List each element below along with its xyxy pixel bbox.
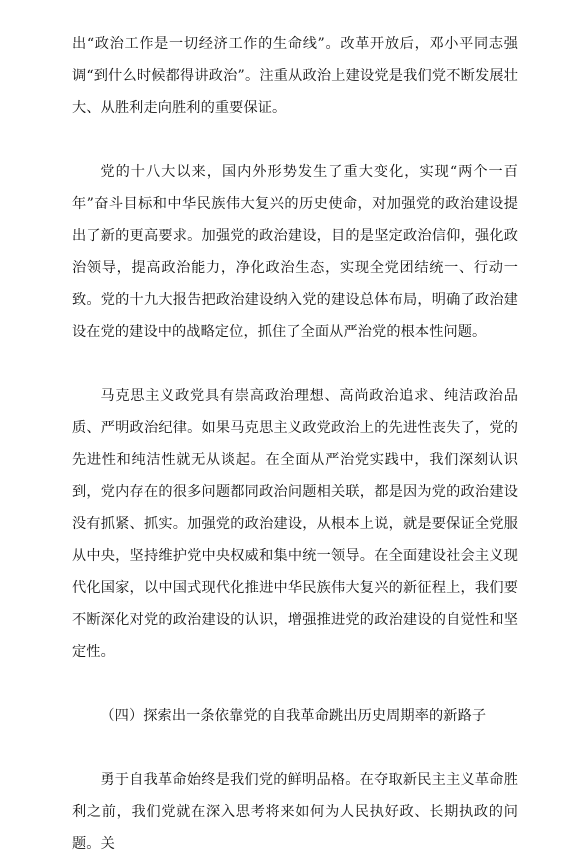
paragraph-gap [72,348,518,380]
paragraph-3: 马克思主义政党具有崇高政治理想、高尚政治追求、纯洁政治品质、严明政治纪律。如果马克思主义政党政治上的先进性丧失了，党的先进性和纯洁性就无从谈起。在全面从严治党实践中，我们深刻认识到，党内存在的很多问题都同政治问题相关联，都是因为党的政治建设没有抓紧、抓实。加强党的政治建设，从根本上说，就是要保证全党服从中央，坚持维护党中央权威和集中统一领导。在全面建设社会主义现代化国家，以中国式现代化推进中华民族伟大复兴的新征程上，我们要不断深化对党的政治建设的认识，增强推进党的政治建设的自觉性和坚定性。 [72,388,518,660]
document-page [72,28,518,860]
section-heading: （四）探索出一条依靠党的自我革命跳出历史周期率的新路子 [100,708,487,724]
paragraph-2: 党的十八大以来，国内外形势发生了重大变化，实现“两个一百年”奋斗目标和中华民族伟大复兴的历史使命，对加强党的政治建设提出了新的更高要求。加强党的政治建设，目的是坚定政治信仰，强化政治领导，提高政治能力，净化政治生态，实现全党团结统一、行动一致。党的十九大报告把政治建设纳入党的建设总体布局，明确了政治建设在党的建设中的战略定位，抓住了全面从严治党的根本性问题。 [72,164,518,340]
paragraph-1: 出“政治工作是一切经济工作的生命线”。改革开放后，邓小平同志强调“到什么时候都得讲政治”。注重从政治上建设党是我们党不断发展壮大、从胜利走向胜利的重要保证。 [72,36,518,116]
paragraph-gap [72,124,518,156]
paragraph-gap [72,732,518,764]
paragraph-gap [72,668,518,700]
paragraph-4: 勇于自我革命始终是我们党的鲜明品格。在夺取新民主主义革命胜利之前，我们党就在深入思考将来如何为人民执好政、长期执政的问题。关 [72,772,518,852]
